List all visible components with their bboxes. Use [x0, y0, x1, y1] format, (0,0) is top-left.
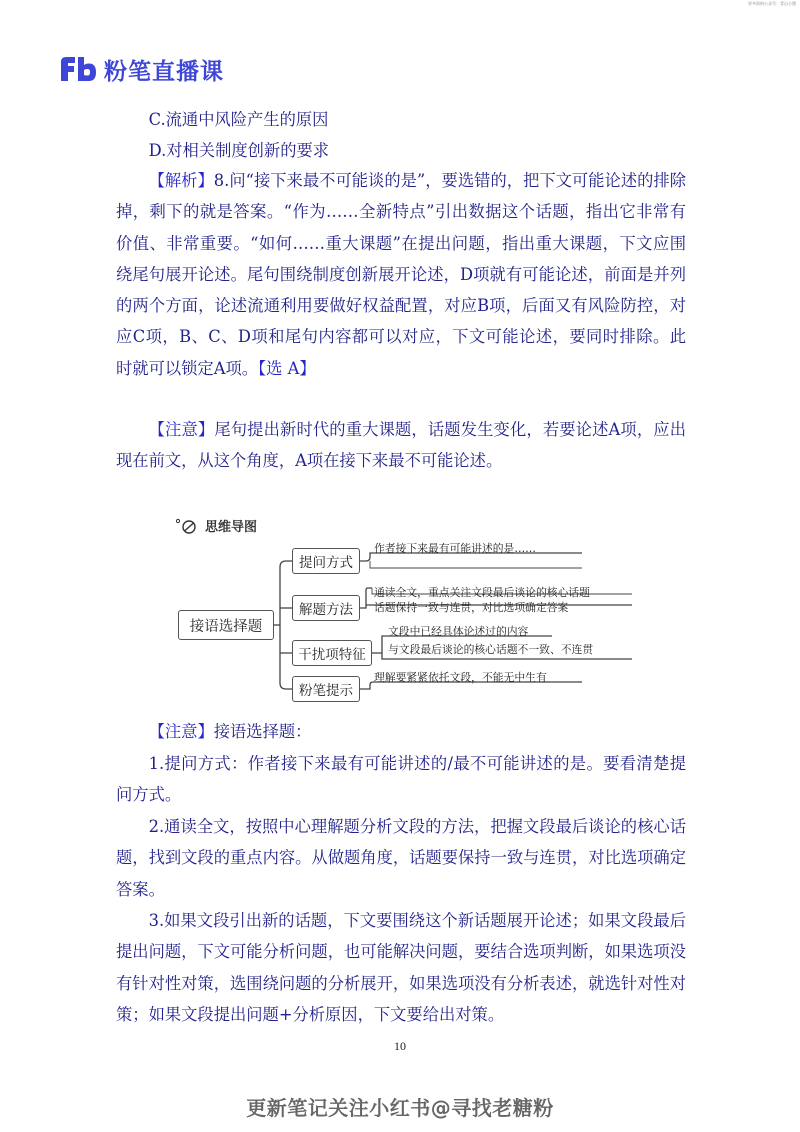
- page-number: 10: [394, 1039, 406, 1053]
- note2-item-1: 1.提问方式：作者接下来最有可能讲述的/最不可能讲述的是。要看清楚提问方式。: [116, 754, 686, 805]
- note2-tag: 【注意】: [148, 722, 214, 741]
- note2-title: 接语选择题：: [213, 722, 312, 741]
- mindmap-branch-method: 解题方法: [292, 595, 360, 621]
- mindmap-logo-icon: [175, 518, 201, 534]
- mindmap-leaf: 文段中已经具体论述过的内容: [388, 625, 529, 638]
- mindmap-leaf: 与文段最后谈论的核心话题不一致、不连贯: [388, 643, 594, 656]
- fb-logo-icon: [58, 54, 98, 84]
- mindmap-title-text: 思维导图: [205, 520, 258, 535]
- mindmap-leaf: 话题保持一致与连贯，对比选项确定答案: [374, 601, 569, 614]
- mindmap-branch-question-type: 提问方式: [292, 548, 360, 574]
- mindmap-leaf: 理解要紧紧依托文段，不能无中生有: [374, 671, 547, 684]
- brand-name: 粉笔直播课: [104, 58, 224, 85]
- note2-item-2: 2.通读全文，按照中心理解题分析文段的方法，把握文段最后谈论的核心话题，找到文段的重点内容。从做题角度，话题要保持一致与连贯，对比选项确定答案。: [116, 817, 686, 899]
- analysis-paragraph: [116, 165, 686, 384]
- top-note: 更多资料公众号：青山小猪: [748, 1, 796, 6]
- analysis-tag: 【解析】: [148, 171, 214, 190]
- footer-watermark: 更新笔记关注小红书@寻找老糖粉: [246, 1096, 554, 1120]
- mindmap-title: [175, 516, 257, 535]
- note1-paragraph: [116, 414, 686, 477]
- mindmap-leaf: 作者接下来最有可能讲述的是……: [374, 542, 536, 555]
- mindmap-branch-tip: 粉笔提示: [292, 676, 360, 702]
- option-d: D.对相关制度创新的要求: [148, 141, 330, 160]
- brand-logo: [58, 52, 224, 86]
- note2-item-3: 3.如果文段引出新的话题，下文要围绕这个新话题展开论述；如果文段最后提出问题，下文可能分析问题，也可能解决问题，要结合选项判断，如果选项没有针对性对策，选围绕问题的分析展开，如果选项没有分析表述，就选针对性对策；如果文段提出问题+分析原因，下文要给出对策。: [116, 911, 686, 1024]
- option-c: C.流通中风险产生的原因: [148, 110, 329, 129]
- note1-text: 尾句提出新时代的重大课题，话题发生变化，若要论述A项，应出现在前文，从这个角度，A项在接下来最不可能论述。: [116, 420, 686, 471]
- mindmap-leaf: 通读全文，重点关注文段最后谈论的核心话题: [374, 586, 590, 599]
- analysis-answer: 【选 A】: [258, 358, 316, 378]
- note1-tag: 【注意】: [148, 420, 215, 439]
- mindmap-branch-distractor: 干扰项特征: [292, 640, 372, 666]
- analysis-text: 8.问“接下来最不可能谈的是”，要选错的，把下文可能论述的排除掉，剩下的就是答案。“作为……全新特点”引出数据这个话题，指出它非常有价值、非常重要。“如何……重大课题”在提出问题，指出重大课题，下文应围绕尾句展开论述。尾句围绕制度创新展开论述，D项就有可能论述，前面是并列的两个方面，论述流通利用要做好权益配置，对应B项，后面又有风险防控，对应C项，B、C、D项和尾句内容都可以对应，下文可能论述，要同时排除。此时就可以锁定A项。: [116, 171, 686, 378]
- note2-heading: [116, 716, 686, 747]
- mindmap: [172, 538, 642, 708]
- mindmap-root: 接语选择题: [178, 610, 274, 640]
